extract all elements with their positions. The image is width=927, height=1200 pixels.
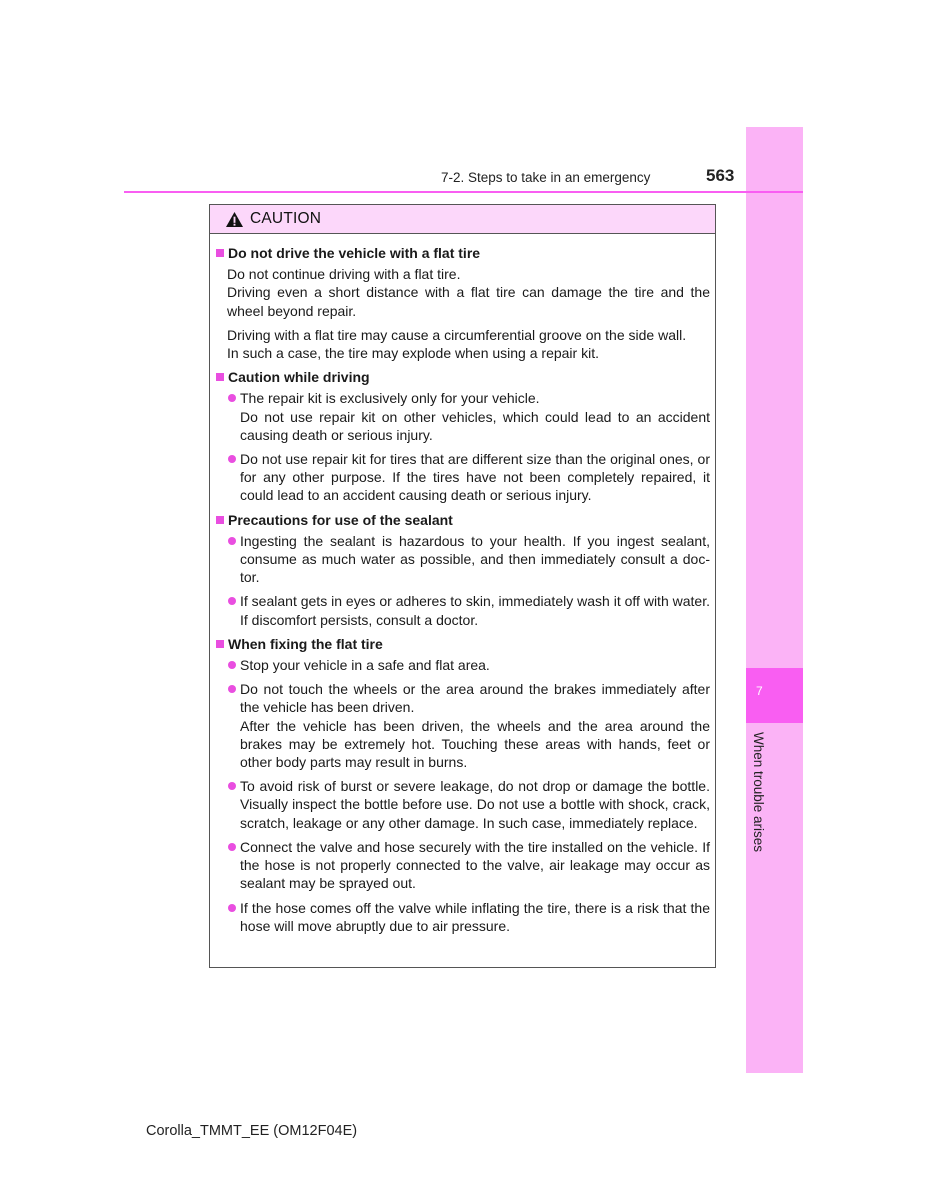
bullet-text [240,592,710,628]
chapter-side-strip [746,127,803,1073]
bullet-item [228,838,710,893]
bullet-item [228,656,710,674]
square-bullet-icon [216,373,224,381]
paragraph-line: Driving even a short distance with a flat tire can damage the tire and the wheel beyond repair. [227,284,710,319]
bullet-line: To avoid risk of burst or severe leakage, do not drop or damage the bottle. Visually inspect the bottle before use. Do not use a bottle with shock, crack, scratch, leakage or any other damage. In such case, immediately replace. [240,778,710,831]
document-id: Corolla_TMMT_EE (OM12F04E) [146,1123,358,1139]
section-heading [216,635,710,653]
caution-header [210,205,715,234]
bullet-dot-icon [228,661,236,669]
bullet-line: Stop your vehicle in a safe and flat area. [240,657,490,674]
bullet-dot-icon [228,782,236,790]
bullet-dot-icon [228,685,236,693]
bullet-line: If sealant gets in eyes or adheres to skin, immediately wash it off with water. If discomfort persists, consult a doctor. [240,593,710,628]
bullet-item [228,592,710,628]
bullet-item [228,450,710,505]
bullet-dot-icon [228,455,236,463]
bullet-item [228,532,710,587]
paragraph-line: In such a case, the tire may explode when using a repair kit. [227,345,599,362]
bullet-text [240,899,710,935]
bullet-dot-icon [228,597,236,605]
bullet-text [240,532,710,587]
paragraph [227,326,710,362]
bullet-item [228,899,710,935]
bullet-item [228,389,710,444]
section-heading-text: Do not drive the vehicle with a flat tire [228,245,481,261]
bullet-text [240,838,710,893]
bullet-dot-icon [228,394,236,402]
bullet-line: Do not use repair kit for tires that are different size than the original ones, or for any other purpose. If the tires have not been completely repaired, it could lead to an accident causing death or serious injury. [240,451,710,504]
square-bullet-icon [216,516,224,524]
bullet-text [240,777,710,832]
section-title: 7-2. Steps to take in an emergency [441,170,651,185]
chapter-label: When trouble arises [751,732,766,853]
caution-title: CAUTION [250,210,322,227]
bullet-line: Ingesting the sealant is hazardous to your health. If you ingest sealant, consume as much water as possible, and then immediately consult a doctor. [240,532,710,586]
paragraph-line: Do not continue driving with a flat tire. [227,266,461,283]
bullet-text [240,450,710,505]
warning-triangle-icon [225,211,244,228]
section-heading-text: When fixing the flat tire [228,635,383,652]
section-heading [216,244,710,262]
page-number: 563 [706,166,735,185]
bullet-text [240,389,710,444]
bullet-line: After the vehicle has been driven, the wheels and the area around the brakes may be extremely hot. Touching these areas with hands, feet or other body parts may result in burns. [240,717,710,771]
caution-box [209,204,716,968]
bullet-text [240,680,710,771]
bullet-text [240,656,710,674]
bullet-dot-icon [228,537,236,545]
bullet-item [228,680,710,771]
caution-body [210,234,715,935]
bullet-line: Connect the valve and hose securely with the tire installed on the vehicle. If the hose is not properly connected to the valve, air leakage may occur as sealant may be sprayed out. [240,838,710,892]
bullet-dot-icon [228,904,236,912]
section-heading-text: Precautions for use of the sealant [228,511,453,528]
paragraph [227,265,710,320]
section-heading [216,511,710,529]
bullet-line: The repair kit is exclusively only for your vehicle. [240,390,540,407]
section-heading [216,368,710,386]
square-bullet-icon [216,640,224,648]
bullet-line: Do not touch the wheels or the area around the brakes immediately after the vehicle has been driven. [240,681,710,716]
bullet-item [228,777,710,832]
bullet-line: Do not use repair kit on other vehicles, which could lead to an accident causing death or serious injury. [240,408,710,443]
bullet-line: If the hose comes off the valve while inflating the tire, there is a risk that the hose will move abruptly due to air pressure. [240,899,710,934]
chapter-tab [746,668,803,723]
paragraph-line: Driving with a flat tire may cause a circumferential groove on the side wall. [227,326,687,343]
header-rule [124,191,803,193]
chapter-number: 7 [756,684,763,698]
square-bullet-icon [216,249,224,257]
section-heading-text: Caution while driving [228,369,370,386]
bullet-dot-icon [228,843,236,851]
